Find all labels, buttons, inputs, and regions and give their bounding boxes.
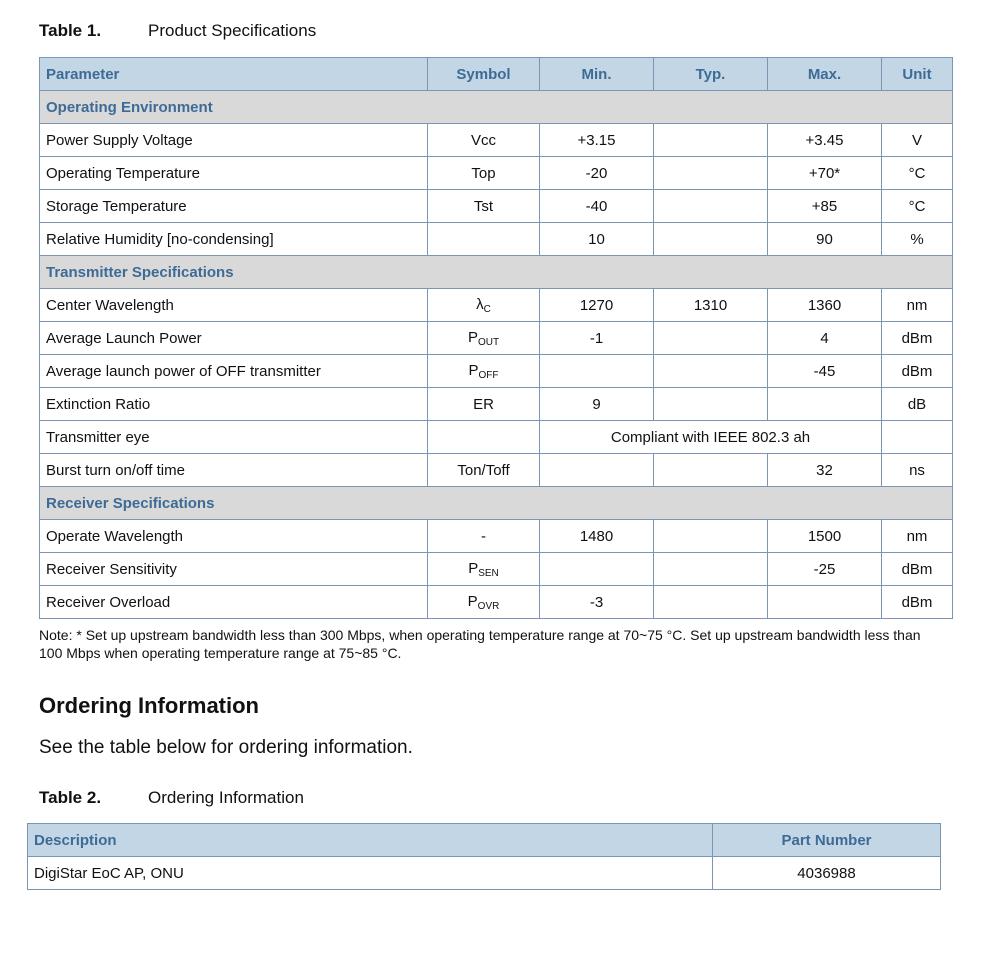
cell-min: 9: [540, 388, 654, 421]
cell-param: Average launch power of OFF transmitter: [40, 355, 428, 388]
cell-param: Average Launch Power: [40, 322, 428, 355]
header-parameter: Parameter: [40, 58, 428, 91]
cell-min: -40: [540, 190, 654, 223]
ordering-table: [27, 823, 941, 890]
header-min: Min.: [540, 58, 654, 91]
cell-symbol: ER: [428, 388, 540, 421]
ordering-intro: See the table below for ordering information.: [39, 737, 413, 758]
cell-symbol: Vcc: [428, 124, 540, 157]
cell-unit: dBm: [882, 322, 953, 355]
section-receiver: Receiver Specifications: [40, 487, 953, 520]
cell-min: -3: [540, 586, 654, 619]
header-typ: Typ.: [654, 58, 768, 91]
cell-unit: °C: [882, 157, 953, 190]
cell-unit: °C: [882, 190, 953, 223]
cell-symbol: $P_{OVR}$: [428, 586, 540, 619]
cell-typ: [654, 322, 768, 355]
table-note: Note: * Set up upstream bandwidth less than 300 Mbps, when operating temperature range at 70~75 °C. Set up upstream bandwidth less than 100 Mbps when operating temperature range at 75~85 °C.: [39, 627, 921, 661]
spec-table: [39, 57, 953, 619]
cell-symbol: Top: [428, 157, 540, 190]
table-row: [40, 322, 953, 355]
cell-unit: %: [882, 223, 953, 256]
cell-max: 90: [768, 223, 882, 256]
cell-min: +3.15: [540, 124, 654, 157]
cell-min: 1270: [540, 289, 654, 322]
section-row: [40, 487, 953, 520]
section-transmitter: Transmitter Specifications: [40, 256, 953, 289]
cell-param: Transmitter eye: [40, 421, 428, 454]
cell-typ: [654, 454, 768, 487]
cell-symbol: $\lambda_C$: [428, 289, 540, 322]
header-symbol: Symbol: [428, 58, 540, 91]
table-row: [28, 857, 941, 890]
cell-typ: [654, 586, 768, 619]
cell-param: Storage Temperature: [40, 190, 428, 223]
cell-unit: [882, 421, 953, 454]
cell-symbol: $P_{OFF}$: [428, 355, 540, 388]
section-operating: Operating Environment: [40, 91, 953, 124]
cell-typ: [654, 553, 768, 586]
cell-typ: [654, 223, 768, 256]
cell-min: -1: [540, 322, 654, 355]
table-row: [40, 586, 953, 619]
table-header-row: [40, 58, 953, 91]
table-row: [40, 124, 953, 157]
cell-max: +85: [768, 190, 882, 223]
cell-max: 32: [768, 454, 882, 487]
cell-symbol: -: [428, 520, 540, 553]
table2-caption: [39, 788, 304, 808]
cell-max: [768, 586, 882, 619]
cell-max: -25: [768, 553, 882, 586]
cell-max: 1360: [768, 289, 882, 322]
cell-param: Power Supply Voltage: [40, 124, 428, 157]
cell-typ: 1310: [654, 289, 768, 322]
table-row: [40, 157, 953, 190]
table-header-row: [28, 824, 941, 857]
cell-typ: [654, 157, 768, 190]
cell-min: 10: [540, 223, 654, 256]
header-description: Description: [28, 824, 713, 857]
cell-symbol: $P_{SEN}$: [428, 553, 540, 586]
cell-typ: [654, 388, 768, 421]
cell-typ: [654, 355, 768, 388]
header-unit: Unit: [882, 58, 953, 91]
section-row: [40, 91, 953, 124]
cell-max: +3.45: [768, 124, 882, 157]
cell-max: -45: [768, 355, 882, 388]
ordering-heading: Ordering Information: [39, 693, 259, 718]
table1-number: Table 1.: [39, 21, 102, 40]
cell-param: Operate Wavelength: [40, 520, 428, 553]
cell-symbol: Tst: [428, 190, 540, 223]
table1-caption: [39, 21, 317, 41]
cell-param: Operating Temperature: [40, 157, 428, 190]
cell-max: 4: [768, 322, 882, 355]
cell-unit: dBm: [882, 586, 953, 619]
table-row: [40, 553, 953, 586]
table2-title: Ordering Information: [148, 788, 304, 807]
cell-description: DigiStar EoC AP, ONU: [28, 857, 713, 890]
cell-symbol: $P_{OUT}$: [428, 322, 540, 355]
cell-max: [768, 388, 882, 421]
cell-compliance: Compliant with IEEE 802.3 ah: [540, 421, 882, 454]
header-max: Max.: [768, 58, 882, 91]
cell-typ: [654, 124, 768, 157]
cell-min: [540, 355, 654, 388]
cell-param: Burst turn on/off time: [40, 454, 428, 487]
cell-unit: dB: [882, 388, 953, 421]
table-row: [40, 520, 953, 553]
cell-param: Receiver Sensitivity: [40, 553, 428, 586]
table-row: [40, 223, 953, 256]
cell-unit: nm: [882, 520, 953, 553]
cell-max: 1500: [768, 520, 882, 553]
table-row: [40, 388, 953, 421]
cell-param: Center Wavelength: [40, 289, 428, 322]
cell-unit: dBm: [882, 355, 953, 388]
cell-unit: dBm: [882, 553, 953, 586]
cell-max: +70*: [768, 157, 882, 190]
cell-typ: [654, 190, 768, 223]
cell-typ: [654, 520, 768, 553]
table-row: [40, 421, 953, 454]
cell-unit: nm: [882, 289, 953, 322]
table-row: [40, 355, 953, 388]
table-row: [40, 454, 953, 487]
table2-number: Table 2.: [39, 788, 102, 807]
cell-param: Relative Humidity [no-condensing]: [40, 223, 428, 256]
section-row: [40, 256, 953, 289]
cell-min: [540, 553, 654, 586]
table-row: [40, 289, 953, 322]
cell-min: [540, 454, 654, 487]
cell-symbol: [428, 421, 540, 454]
cell-symbol: Ton/Toff: [428, 454, 540, 487]
header-part-number: Part Number: [713, 824, 941, 857]
table1-title: Product Specifications: [148, 21, 317, 40]
table-row: [40, 190, 953, 223]
cell-min: 1480: [540, 520, 654, 553]
cell-param: Receiver Overload: [40, 586, 428, 619]
cell-unit: ns: [882, 454, 953, 487]
cell-part-number: 4036988: [713, 857, 941, 890]
cell-unit: V: [882, 124, 953, 157]
cell-symbol: [428, 223, 540, 256]
cell-param: Extinction Ratio: [40, 388, 428, 421]
cell-min: -20: [540, 157, 654, 190]
